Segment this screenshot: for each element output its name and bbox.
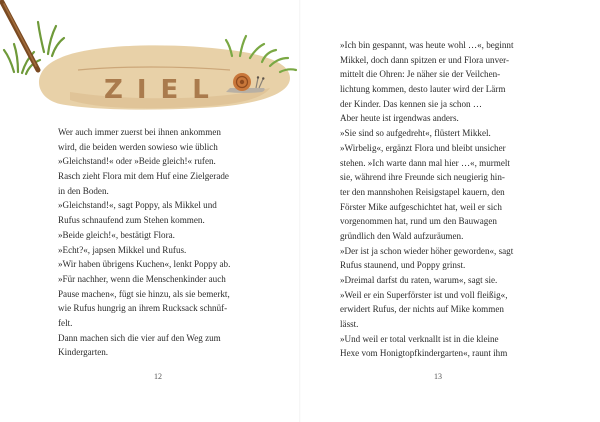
text-line: Rasch zieht Flora mit dem Huf eine Zielgerade [58, 171, 229, 182]
right-page [300, 0, 600, 422]
text-line: lässt. [340, 319, 359, 330]
text-line: »Dreimal darfst du raten, warum«, sagt sie. [340, 275, 498, 285]
page-number-left: 12 [154, 372, 162, 381]
left-page-body-text [58, 125, 230, 360]
text-line: Förster Mike aufgeschichtet hat, weil er sich [340, 201, 502, 212]
text-line: der Kinder. Das kennen sie ja schon … [340, 98, 482, 109]
text-line: wie Rufus hungrig an ihrem Rucksack schnüf- [58, 303, 228, 314]
text-line: lichtung kommen, desto lauter wird der Lärm [340, 84, 506, 95]
text-line: »Und weil er total verknallt ist in die kleine [340, 333, 499, 344]
page-number-right: 13 [434, 372, 442, 381]
text-line: »Gleichstand!«, sagt Poppy, als Mikkel und [58, 200, 217, 211]
text-line: Rufus staunend, und Poppy grinst. [340, 260, 466, 271]
text-line: Hexe vom Honigtopfkindergarten«, raunt ihm [340, 348, 508, 359]
text-line: sie, während ihre Freunde sich neugierig hin- [340, 172, 505, 183]
text-line: felt. [58, 317, 73, 328]
text-line: »Beide gleich!«, bestätigt Flora. [58, 229, 175, 240]
text-line: »Sie sind so aufgedreht«, flüstert Mikkel. [340, 128, 491, 139]
text-line: vorgenommen hat, rund um den Bauwagen [340, 216, 497, 227]
text-line: »Für nachher, wenn die Menschenkinder auch [58, 273, 226, 284]
text-line: Wer auch immer zuerst bei ihnen ankommen [58, 127, 221, 137]
text-line: mittelt die Ohren: Je näher sie der Veilchen- [340, 69, 501, 80]
text-line: »Echt?«, japsen Mikkel und Rufus. [58, 244, 187, 255]
text-line: Rufus schnaufend zum Stehen kommen. [58, 215, 205, 226]
text-line: Aber heute ist irgendwas anders. [340, 113, 459, 124]
text-line: erwidert Rufus, der nichts auf Mike kommen [340, 304, 504, 315]
text-line: »Wir haben übrigens Kuchen«, lenkt Poppy ab. [58, 259, 231, 270]
text-line: gründlich den Wald aufzuräumen. [340, 230, 464, 241]
text-line: wird, die beiden werden sowieso wie üblich [58, 141, 218, 152]
finish-line-illustration [0, 0, 300, 120]
text-line: »Gleichstand!« oder »Beide gleich!« rufen. [58, 156, 216, 167]
text-line: Pause machen«, fügt sie hinzu, als sie bemerkt, [58, 288, 230, 299]
ziel-sign-text: ZIEL [104, 75, 223, 105]
text-line: in den Boden. [58, 185, 109, 196]
text-line: Mikkel, doch dann spitzen er und Flora unver- [340, 54, 510, 65]
text-line: stehen. »Ich warte dann mal hier …«, murmelt [340, 157, 510, 168]
text-line: Dann machen sich die vier auf den Weg zum [58, 332, 221, 343]
text-line: ter den mannshohen Reisigstapel kauern, den [340, 186, 505, 197]
text-line: »Ich bin gespannt, was heute wohl …«, beginnt [340, 40, 514, 50]
text-line: »Der ist ja schon wieder höher geworden«, sagt [340, 245, 514, 256]
right-page-body-text [340, 38, 514, 361]
text-line: »Wirbelig«, ergänzt Flora und bleibt unsicher [340, 142, 506, 153]
stick [2, 2, 38, 70]
text-line: Kindergarten. [58, 347, 109, 358]
text-line: »Weil er ein Superförster ist und voll fleißig«, [340, 289, 508, 300]
